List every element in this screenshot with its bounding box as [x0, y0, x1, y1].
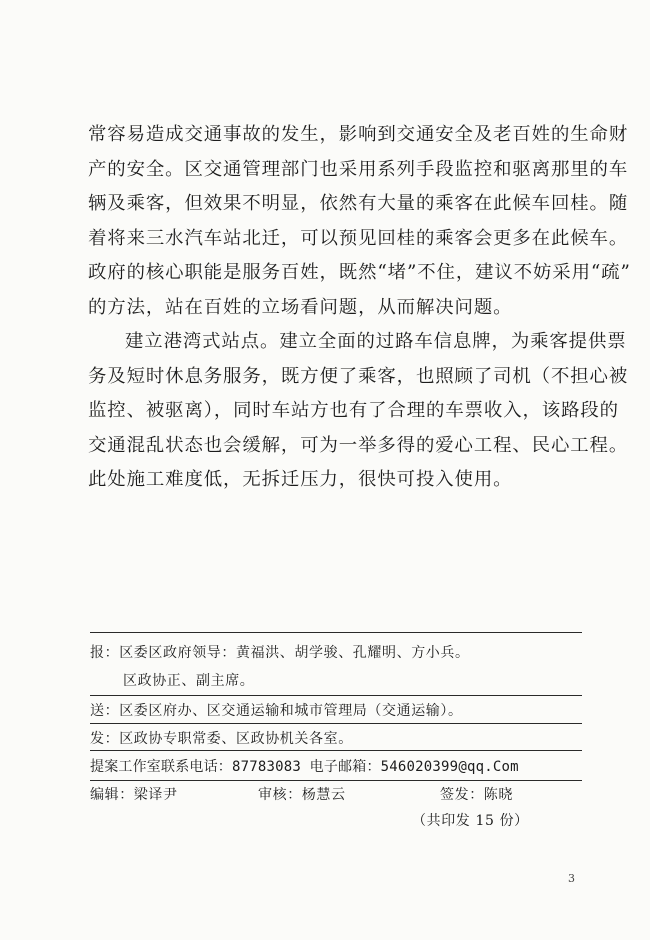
signer-label: 签发：陈晓 [440, 787, 513, 803]
issue-block [90, 728, 582, 758]
body-text [88, 118, 631, 498]
copies-count: （共印发 15 份） [412, 813, 529, 829]
text-line: 监控、被驱离），同时车站方也有了合理的车票收入，该路段的 [88, 400, 619, 421]
signoff-block [90, 784, 582, 834]
send-block [90, 700, 582, 730]
text-line: 常容易造成交通事故的发生，影响到交通安全及老百姓的生命财 [88, 124, 629, 145]
paragraph-proposal [88, 325, 629, 498]
editor-label: 编辑：梁译尹 [90, 787, 178, 803]
text-line: 的方法，站在百姓的立场看问题，从而解决问题。 [88, 296, 513, 318]
report-to-line: 报：区委区政府领导：黄福洪、胡学骏、孔耀明、方小兵。 [90, 645, 470, 661]
text-line: 产的安全。区交通管理部门也采用系列手段监控和驱离那里的车 [88, 158, 629, 180]
text-line: 建立港湾式站点。建立全面的过路车信息牌，为乘客提供票 [125, 331, 627, 352]
text-line: 政府的核心职能是服务百姓，既然“堵”不住，建议不妨采用“疏” [88, 262, 631, 283]
text-line: 辆及乘客，但效果不明显，依然有大量的乘客在此候车回桂。随 [88, 193, 629, 214]
text-line: 务及短时休息务服务，既方便了乘客，也照顾了司机（不担心被 [88, 365, 629, 387]
page-number: 3 [568, 872, 575, 885]
divider [90, 723, 582, 724]
contact-line: 提案工作室联系电话：87783083 电子邮箱：546020399@qq.Com [90, 759, 519, 775]
divider [90, 750, 582, 751]
divider [90, 632, 582, 633]
text-line: 此处施工难度低，无拆迁压力，很快可投入使用。 [88, 469, 513, 490]
contact-block [90, 756, 582, 786]
reviewer-label: 审核：杨慧云 [258, 787, 346, 803]
issue-to-line: 发：区政协专职常委、区政协机关各室。 [90, 731, 353, 747]
text-line: 交通混乱状态也会缓解，可为一举多得的爱心工程、民心工程。 [88, 434, 629, 456]
text-line: 着将来三水汽车站北迁，可以预见回桂的乘客会更多在此候车。 [88, 227, 629, 249]
report-to-line-2: 区政协正、副主席。 [123, 673, 255, 689]
divider [90, 695, 582, 696]
divider [90, 780, 582, 781]
paragraph-traffic-problem [88, 118, 631, 325]
send-to-line: 送：区委区府办、区交通运输和城市管理局（交通运输）。 [90, 703, 463, 719]
